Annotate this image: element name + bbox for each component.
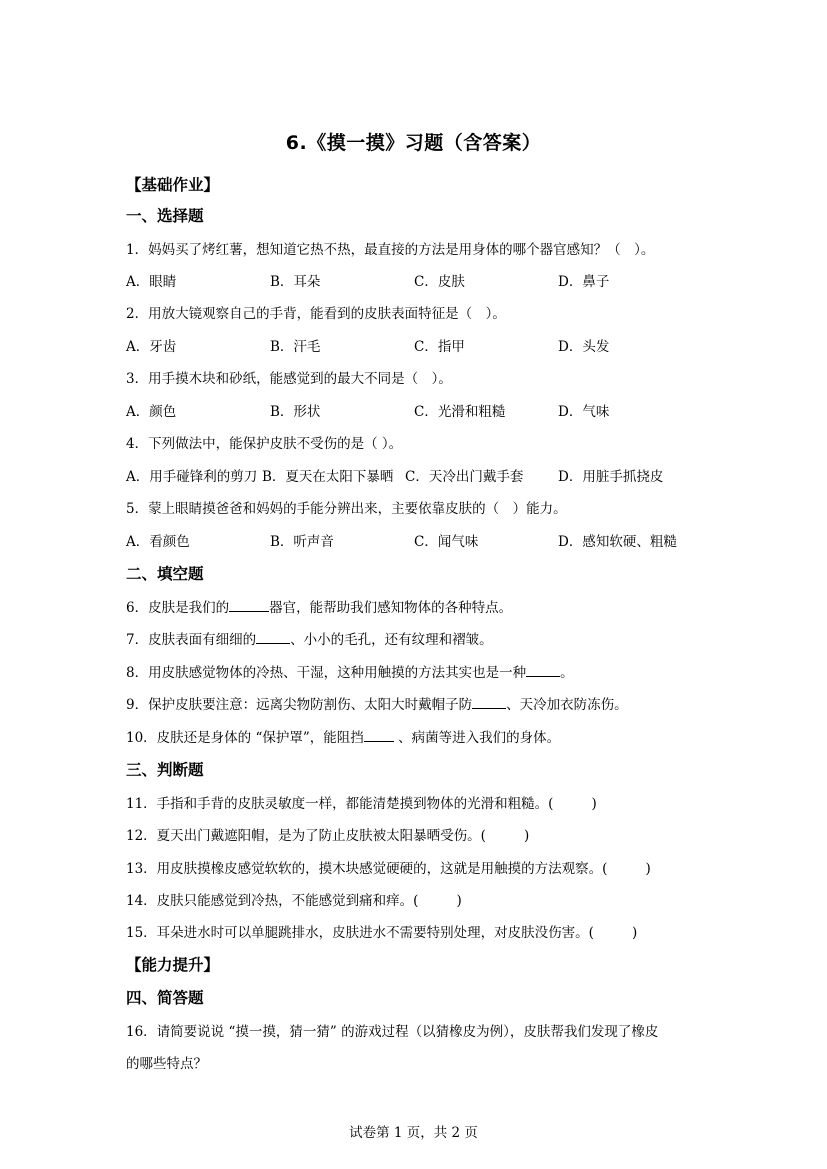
question-14-text: 14．皮肤只能感觉到冷热，不能感觉到痛和痒。( [126,893,419,909]
question-8-pre: 8．用皮肤感觉物体的冷热、干湿，这种用触摸的方法其实也是一种 [126,665,527,681]
answer-blank[interactable] [364,728,394,742]
question-12 [126,824,529,844]
question-6 [126,596,512,616]
question-13 [126,857,651,877]
option-a: A．眼睛 [126,274,177,290]
document-title: 6.《摸一摸》习题（含答案） [285,132,542,154]
question-11 [126,792,597,812]
answer-blank[interactable] [229,598,269,612]
question-10-pre: 10．皮肤还是身体的 “保护罩”，能阻挡 [126,730,364,746]
question-1: 1．妈妈买了烤红薯，想知道它热不热，最直接的方法是用身体的哪个器官感知？（ ）。 [126,242,655,258]
option-a: A．牙齿 [126,339,177,355]
option-d: D．鼻子 [558,274,610,290]
answer-blank[interactable] [256,630,290,644]
question-4: 4．下列做法中，能保护皮肤不受伤的是（ ）。 [126,436,403,452]
question-4-options [126,465,726,485]
option-a: A．看颜色 [126,534,190,550]
section-basic-heading: 【基础作业】 [126,176,220,194]
option-b: B．形状 [270,404,321,420]
question-9-pre: 9．保护皮肤要注意：远离尖物防割伤、太阳大时戴帽子防 [126,697,473,713]
option-d: D．气味 [558,404,610,420]
page-footer: 试卷第 1 页，共 2 页 [349,1125,478,1141]
question-1-options [126,270,726,290]
question-5-options [126,530,726,550]
question-6-post: 器官，能帮助我们感知物体的各种特点。 [269,600,513,616]
option-b: B．耳朵 [270,274,321,290]
question-15 [126,921,637,941]
question-6-pre: 6．皮肤是我们的 [126,600,230,616]
closing-paren: ) [631,925,638,941]
question-3: 3．用手摸木块和砂纸，能感觉到的最大不同是（ ）。 [126,371,452,387]
option-b: B．听声音 [270,534,334,550]
question-7-pre: 7．皮肤表面有细细的 [126,632,257,648]
option-b: B．汗毛 [270,339,321,355]
closing-paren: ) [645,861,651,877]
part3-heading: 三、判断题 [126,761,204,779]
part1-heading: 一、选择题 [126,207,204,225]
answer-blank[interactable] [472,695,506,709]
closing-paren: ) [591,796,597,812]
option-a: A．颜色 [126,404,177,420]
option-b: B．夏天在太阳下暴晒 [262,469,394,485]
question-10-post: 、病菌等进入我们的身体。 [393,730,561,746]
option-c: C．指甲 [414,339,465,355]
question-14 [126,889,462,909]
closing-paren: ) [523,828,530,844]
question-10 [126,726,560,746]
option-c: C．闻气味 [414,534,479,550]
question-9-post: 、天冷加衣防冻伤。 [506,697,628,713]
question-12-text: 12．夏天出门戴遮阳帽，是为了防止皮肤被太阳暴晒受伤。( [126,828,486,844]
question-16-line-1: 16．请简要说说 “摸一摸，猜一猜” 的游戏过程（以猜橡皮为例），皮肤帮我们发现了橡皮 [126,1024,659,1040]
option-c: C．光滑和粗糙 [414,404,506,420]
closing-paren: ) [456,893,462,909]
part2-heading: 二、填空题 [126,565,204,583]
section-advanced-heading: 【能力提升】 [126,956,220,974]
option-d: D．头发 [558,339,610,355]
option-c: C．天冷出门戴手套 [405,469,524,485]
option-d: D．感知软硬、粗糙 [558,534,677,550]
question-2: 2．用放大镜观察自己的手背，能看到的皮肤表面特征是（ ）。 [126,306,506,322]
option-a: A．用手碰锋利的剪刀 [126,469,258,485]
question-13-text: 13．用皮肤摸橡皮感觉软软的，摸木块感觉硬硬的，这就是用触摸的方法观察。( [126,861,608,877]
question-16-line-2: 的哪些特点？ [126,1056,207,1072]
part4-heading: 四、简答题 [126,989,204,1007]
answer-blank[interactable] [526,663,560,677]
question-5: 5．蒙上眼睛摸爸爸和妈妈的手能分辨出来，主要依靠皮肤的（ ）能力。 [126,501,567,517]
question-7 [126,628,493,648]
question-9 [126,693,628,713]
question-15-text: 15．耳朵进水时可以单腿跳排水，皮肤进水不需要特别处理，对皮肤没伤害。( [126,925,594,941]
question-11-text: 11．手指和手背的皮肤灵敏度一样，都能清楚摸到物体的光滑和粗糙。( [126,796,554,812]
question-2-options [126,335,726,355]
question-3-options [126,400,726,420]
question-7-post: 、小小的毛孔，还有纹理和褶皱。 [290,632,493,648]
question-8 [126,661,574,681]
option-d: D．用脏手抓挠皮 [558,469,664,485]
option-c: C．皮肤 [414,274,465,290]
question-8-post: 。 [560,665,574,681]
